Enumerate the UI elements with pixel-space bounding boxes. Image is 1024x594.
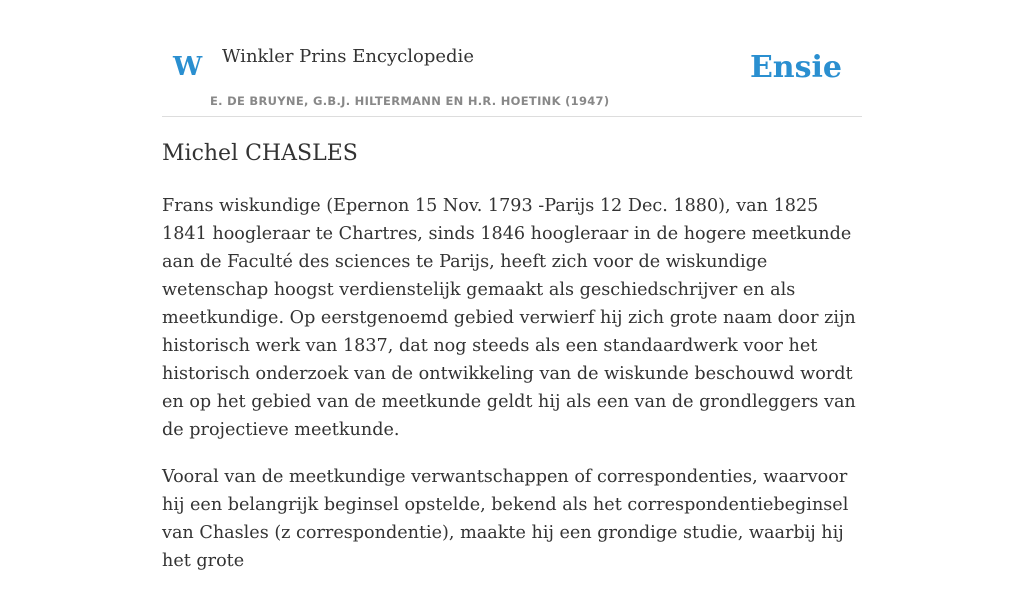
- page-header: [162, 0, 862, 117]
- article-paragraph: Vooral van de meetkundige verwantschappen of correspondenties, waarvoor hij een belangrijk beginsel opstelde, bekend als het correspondentiebeginsel van Chasles (z correspondentie), maakte hij een grondige studie, waarbij hij het grote: [162, 467, 849, 571]
- article-paragraph: Frans wiskundige (Epernon 15 Nov. 1793 -Parijs 12 Dec. 1880), van 1825 1841 hoogleraar te Chartres, sinds 1846 hoogleraar in de hogere meetkunde aan de Faculté des sciences te Parijs, heeft zich voor de wiskundige wetenschap hoogst verdienstelijk gemaakt als geschiedschrijver en als meetkundige. Op eerstgenoemd gebied verwierf hij zich grote naam door zijn historisch werk van 1837, dat nog steeds als een standaardwerk voor het historisch onderzoek van de ontwikkeling van de wiskunde beschouwd wordt en op het gebied van de meetkunde geldt hij als een van de grondleggers van de projectieve meetkunde.: [162, 196, 856, 440]
- publication-logo[interactable]: W: [173, 52, 203, 82]
- article-body: [162, 192, 862, 594]
- article-title: Michel CHASLES: [162, 141, 358, 166]
- page-container: [162, 0, 862, 571]
- ensie-brand-link[interactable]: Ensie: [749, 50, 842, 85]
- publication-title[interactable]: Winkler Prins Encyclopedie: [222, 46, 474, 67]
- publication-authors: E. DE BRUYNE, G.B.J. HILTERMANN EN H.R. HOETINK (1947): [210, 94, 610, 108]
